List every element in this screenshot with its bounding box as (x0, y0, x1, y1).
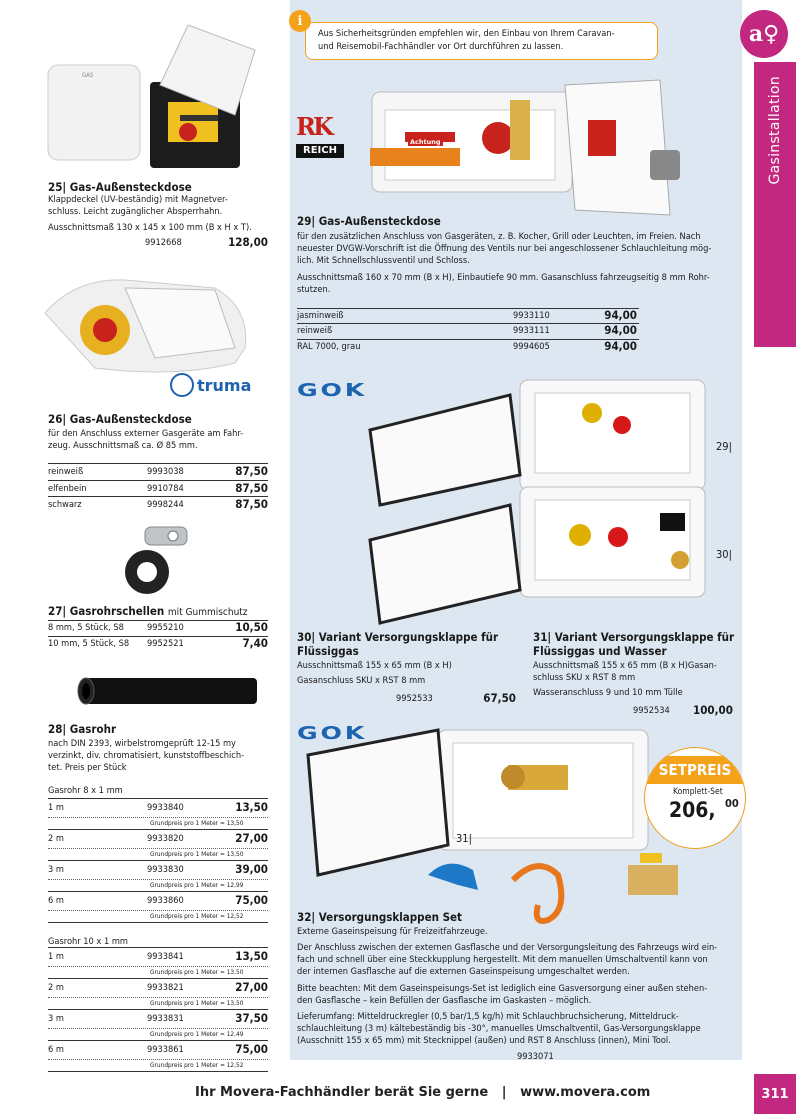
item28-row-label: 3 m (48, 864, 64, 875)
item28-row-label: 3 m (48, 1013, 64, 1024)
item32-desc-4: der internen Gasflasche auf die externen Gaseinspeisung umgeschaltet werden. (297, 966, 630, 977)
divider (48, 922, 268, 923)
divider (48, 997, 268, 998)
item27-row-2-art: 9952521 (147, 638, 184, 649)
item28-row-art: 9933841 (147, 951, 184, 962)
divider (48, 910, 268, 911)
pipe-clamp-image (115, 522, 195, 597)
divider (48, 891, 268, 892)
item28-row-price: 13,50 (235, 800, 268, 814)
info-box (305, 22, 658, 60)
divider (48, 1071, 268, 1072)
item26-row-2-label: elfenbein (48, 483, 87, 494)
item29-row-1-price: 94,00 (604, 308, 637, 322)
divider (48, 817, 268, 818)
setpreis-badge (645, 748, 745, 848)
item31-desc-1: Ausschnittsmaß 155 x 65 mm (B x H)Gasan- (533, 660, 717, 671)
divider (48, 829, 268, 830)
item32-desc-3: fach und schnell über eine Steckkupplung hergestellt. Mit dem manuellen Umschaltventil kann von (297, 954, 708, 965)
item28-row-label: 2 m (48, 833, 64, 844)
item28-base-price: Grundpreis pro 1 Meter = 13,50 (150, 999, 244, 1007)
item29-title: 29| Gas-Außensteckdose (297, 214, 441, 228)
item28-row-label: 6 m (48, 895, 64, 906)
item28-row-price: 13,50 (235, 949, 268, 963)
item28-row-art: 9933830 (147, 864, 184, 875)
item27-row-1-art: 9955210 (147, 622, 184, 633)
divider (48, 1040, 268, 1041)
divider (48, 966, 268, 967)
item29-desc-2: neuester DVGW-Vorschrift ist die Öffnung des Ventils nur bei angeschlossener Schlauchleitung mög- (297, 243, 712, 254)
item28-base-price: Grundpreis pro 1 Meter = 12,52 (150, 912, 244, 920)
item27-row-1-price: 10,50 (235, 620, 268, 634)
item28-base-price: Grundpreis pro 1 Meter = 13,50 (150, 850, 244, 858)
truma-logo: truma (170, 372, 270, 398)
item27-row-2-price: 7,40 (242, 636, 268, 650)
item28-row-price: 75,00 (235, 1042, 268, 1056)
item30-desc-2: Gasanschluss SKU x RST 8 mm (297, 675, 426, 686)
item29-row-2-art: 9933111 (513, 325, 550, 336)
item28-row-price: 75,00 (235, 893, 268, 907)
item28-row-price: 27,00 (235, 831, 268, 845)
setpreis-cents: 00 (725, 797, 739, 810)
item26-row-1-art: 9993038 (147, 466, 184, 477)
item30-title: 30| Variant Versorgungsklappe für (297, 630, 499, 644)
gok-logo: GOK (297, 380, 368, 401)
item28-base-price: Grundpreis pro 1 Meter = 12,52 (150, 1061, 244, 1069)
item26-desc-1: für den Anschluss externer Gasgeräte am Fahr- (48, 428, 244, 439)
item31-desc-3: Wasseranschluss 9 und 10 mm Tülle (533, 687, 683, 698)
item31-title-2: Flüssiggas und Wasser (533, 644, 667, 658)
item25-desc-3: Ausschnittsmaß 130 x 145 x 100 mm (B x H x T). (48, 222, 252, 233)
item28-group-1: Gasrohr 8 x 1 mm (48, 785, 123, 796)
item26-row-2-art: 9910784 (147, 483, 184, 494)
item25-desc-2: schluss. Leicht zugänglicher Absperrhahn. (48, 206, 223, 217)
item28-row-art: 9933861 (147, 1044, 184, 1055)
divider (48, 848, 268, 849)
callout-29: 29| (716, 440, 732, 453)
item25-desc-1: Klappdeckel (UV-beständig) mit Magnetver- (48, 194, 228, 205)
item29-row-3-price: 94,00 (604, 339, 637, 353)
item29-desc-4: Ausschnittsmaß 160 x 70 mm (B x H), Einbautiefe 90 mm. Gasanschluss fahrzeugseitig 8 mm Rohr- (297, 272, 710, 283)
item29-row-2-label: reinweiß (297, 325, 333, 336)
reich-logo: RK REICH (296, 112, 344, 160)
item26-row-2-price: 87,50 (235, 481, 268, 495)
setpreis-price: 206, (669, 798, 716, 822)
item31-desc-2: schluss SKU x RST 8 mm (533, 672, 636, 683)
item31-price: 100,00 (693, 703, 733, 717)
item32-desc-6: den Gasflasche – kein Befüllen der Gasflasche im Gaskasten – möglich. (297, 995, 592, 1006)
item26-row-3-price: 87,50 (235, 497, 268, 511)
gok-logo-2: GOK (297, 723, 368, 744)
item28-row-label: 1 m (48, 802, 64, 813)
item32-desc-2: Der Anschluss zwischen der externen Gasflasche und der Versorgungsleitung des Fahrzeugs wird ein- (297, 942, 718, 953)
item28-base-price: Grundpreis pro 1 Meter = 12,49 (150, 1030, 244, 1038)
item28-desc-3: tet. Preis per Stück (48, 762, 127, 773)
divider (48, 860, 268, 861)
info-text-2: und Reisemobil-Fachhändler vor Ort durchführen zu lassen. (318, 41, 564, 52)
item28-base-price: Grundpreis pro 1 Meter = 13,50 (150, 968, 244, 976)
variant-flaps-image (360, 375, 715, 630)
item29-row-3-art: 9994605 (513, 341, 550, 352)
item26-row-3-label: schwarz (48, 499, 82, 510)
info-icon: i (289, 10, 311, 32)
item30-title-2: Flüssiggas (297, 644, 359, 658)
item26-row-3-art: 9998244 (147, 499, 184, 510)
item27-row-1-label: 8 mm, 5 Stück, S8 (48, 622, 124, 633)
item28-row-art: 9933821 (147, 982, 184, 993)
gas-pipe-image (72, 670, 262, 712)
item29-row-3-label: RAL 7000, grau (297, 341, 361, 352)
item26-title: 26| Gas-Außensteckdose (48, 412, 192, 426)
callout-30: 30| (716, 548, 732, 561)
divider (48, 1059, 268, 1060)
divider (48, 798, 268, 799)
warning-label: Achtung (410, 138, 441, 146)
item32-desc-5: Bitte beachten: Mit dem Gaseinspeisungs-Set ist lediglich eine Gasversorgung einer außen stehen- (297, 983, 708, 994)
item28-group-2: Gasrohr 10 x 1 mm (48, 936, 128, 947)
gas-label-25: GAS (82, 72, 94, 79)
item28-desc-2: verzinkt, div. chromatisiert, kunststoffbeschich- (48, 750, 245, 761)
item28-base-price: Grundpreis pro 1 Meter = 13,50 (150, 819, 244, 827)
item28-row-label: 2 m (48, 982, 64, 993)
item26-desc-2: zeug. Ausschnittsmaß ca. Ø 85 mm. (48, 440, 198, 451)
page-number: 311 (754, 1074, 796, 1114)
item30-price: 67,50 (483, 691, 516, 705)
item28-row-art: 9933831 (147, 1013, 184, 1024)
section-tab[interactable] (754, 62, 796, 347)
item31-title: 31| Variant Versorgungsklappe für (533, 630, 735, 644)
item29-row-1-label: jasminweiß (297, 310, 344, 321)
item27-row-2-label: 10 mm, 5 Stück, S8 (48, 638, 130, 649)
movera-logo: a♀ (740, 10, 788, 58)
item32-desc-1: Externe Gaseinspeisung für Freizeitfahrzeuge. (297, 926, 488, 937)
item28-base-price: Grundpreis pro 1 Meter = 12,99 (150, 881, 244, 889)
divider (48, 1028, 268, 1029)
item32-art: 9933071 (517, 1051, 554, 1062)
item32-desc-7: Lieferumfang: Mitteldruckregler (0,5 bar/1,5 kg/h) mit Schlauchbruchsicherung, Mitteldruck- (297, 1011, 679, 1022)
gas-socket-25-image (40, 20, 260, 175)
divider (48, 1009, 268, 1010)
item29-desc-1: für den zusätzlichen Anschluss von Gasgeräten, z. B. Kocher, Grill oder Leuchten, im Freien. Nach (297, 231, 701, 242)
divider (48, 879, 268, 880)
item27-title: 27| Gasrohrschellen mit Gummischutz (48, 604, 248, 618)
item30-art: 9952533 (396, 693, 433, 704)
divider (48, 947, 268, 948)
divider (48, 978, 268, 979)
item29-desc-5: stutzen. (297, 284, 331, 295)
item25-art: 9912668 (145, 237, 182, 248)
item28-row-price: 27,00 (235, 980, 268, 994)
item29-row-2-price: 94,00 (604, 323, 637, 337)
setpreis-label: SETPREIS (645, 756, 745, 784)
item28-row-price: 37,50 (235, 1011, 268, 1025)
item25-title: 25| Gas-Außensteckdose (48, 180, 192, 194)
item26-row-1-price: 87,50 (235, 464, 268, 478)
item32-desc-8: schlauchleitung (3 m) kältebeständig bis -30°, manuelles Umschaltventil, Gas-Versorgungsklappe (297, 1023, 701, 1034)
item28-desc-1: nach DIN 2393, wirbelstromgeprüft 12-15 my (48, 738, 236, 749)
footer-text: Ihr Movera-Fachhändler berät Sie gerne | www.movera.com (195, 1085, 651, 1100)
item28-row-art: 9933840 (147, 802, 184, 813)
item28-row-label: 6 m (48, 1044, 64, 1055)
item29-row-1-art: 9933110 (513, 310, 550, 321)
item31-art: 9952534 (633, 705, 670, 716)
info-text-1: Aus Sicherheitsgründen empfehlen wir, den Einbau von Ihrem Caravan- (318, 28, 615, 39)
item28-row-art: 9933820 (147, 833, 184, 844)
item29-desc-3: lich. Mit Schnellschlussventil und Schloss. (297, 255, 470, 266)
item25-price: 128,00 (228, 235, 268, 249)
item32-desc-9: (Ausschnitt 155 x 65 mm) mit Stecknippel (außen) und RST 8 Anschluss (innen), Mini Tool. (297, 1035, 671, 1046)
item28-row-price: 39,00 (235, 862, 268, 876)
item26-row-1-label: reinweiß (48, 466, 84, 477)
item28-title: 28| Gasrohr (48, 722, 117, 736)
item28-row-art: 9933860 (147, 895, 184, 906)
section-tab-label: Gasinstallation (767, 76, 783, 185)
callout-31: 31| (456, 832, 472, 845)
item28-row-label: 1 m (48, 951, 64, 962)
setpreis-sub: Komplett-Set (673, 787, 723, 797)
item32-title: 32| Versorgungsklappen Set (297, 910, 462, 924)
item30-desc-1: Ausschnittsmaß 155 x 65 mm (B x H) (297, 660, 452, 671)
